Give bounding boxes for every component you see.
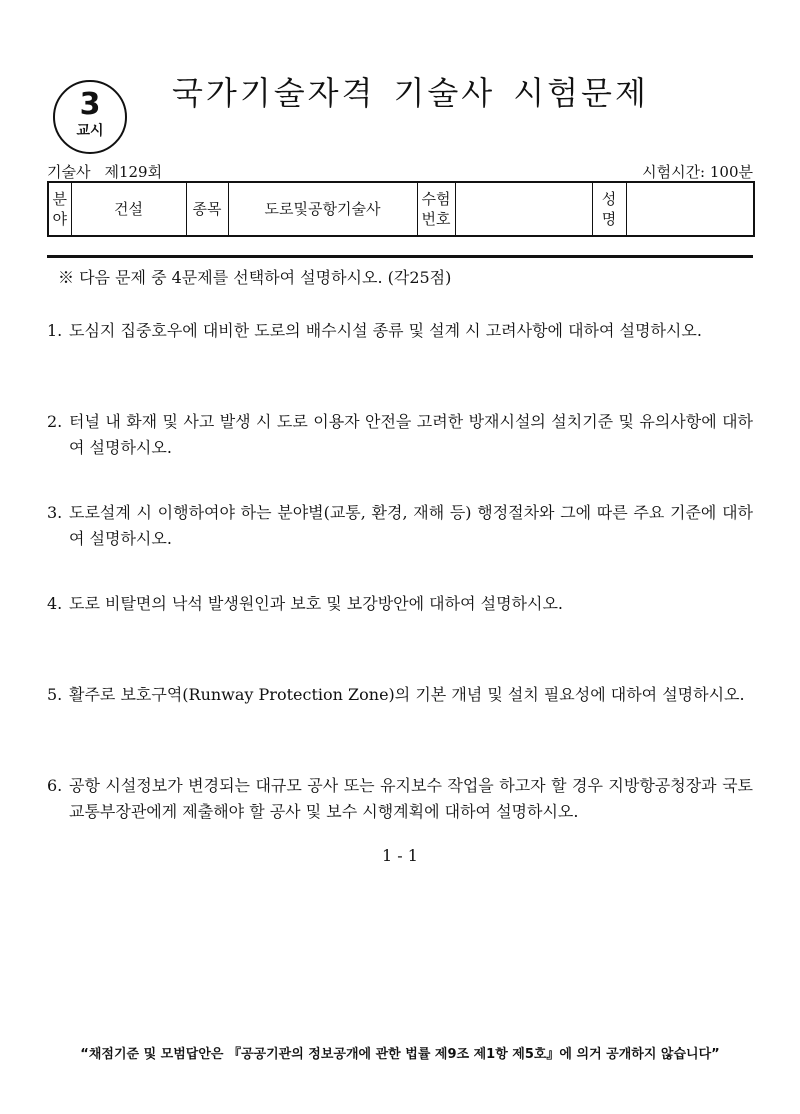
- question-item: [47, 500, 753, 553]
- session-number: 3: [79, 87, 101, 122]
- question-number: 4.: [47, 594, 63, 613]
- exam-round: 제129회: [104, 163, 163, 181]
- exam-title: [172, 68, 649, 114]
- exam-no-label-line1: 수험: [421, 190, 451, 208]
- exam-title-part1: 국가기술자격: [172, 74, 376, 112]
- item-label-cell: 종목: [186, 182, 228, 236]
- exam-meta-row: [47, 161, 753, 181]
- field-value-cell: 건설: [71, 182, 186, 236]
- question-item: [47, 409, 753, 462]
- name-label-line2: 명: [601, 210, 617, 228]
- item-value-cell: 도로및공항기술사: [228, 182, 417, 236]
- question-text: 활주로 보호구역(Runway Protection Zone)의 기본 개념 및 설치 필요성에 대하여 설명하시오.: [69, 685, 745, 704]
- question-number: 2.: [47, 412, 63, 431]
- exam-no-label-line2: 번호: [421, 210, 451, 228]
- question-list: [47, 318, 753, 826]
- question-item: [47, 773, 753, 826]
- name-value-cell: [626, 182, 754, 236]
- exam-meta-left: [47, 161, 162, 182]
- question-number: 6.: [47, 776, 63, 795]
- exam-time: 시험시간: 100분: [642, 163, 753, 181]
- exam-no-label-cell: [417, 182, 455, 236]
- exam-title-part3: 시험문제: [513, 74, 649, 112]
- exam-info-table: [47, 181, 755, 237]
- session-label: 교시: [76, 123, 104, 139]
- question-item: [47, 318, 753, 371]
- question-text: 터널 내 화재 및 사고 발생 시 도로 이용자 안전을 고려한 방재시설의 설치기준 및 유의사항에 대하여 설명하시오.: [69, 412, 753, 457]
- field-label-cell: [48, 182, 71, 236]
- exam-no-value-cell: [455, 182, 592, 236]
- name-label-cell: [592, 182, 626, 236]
- footer-note: “채점기준 및 모범답안은 『공공기관의 정보공개에 관한 법률 제9조 제1항 제5호』에 의거 공개하지 않습니다”: [80, 1047, 720, 1062]
- exam-title-part2: 기술사: [393, 74, 496, 112]
- question-number: 1.: [47, 321, 63, 340]
- header-divider: [47, 255, 753, 258]
- page-number: 1 - 1: [382, 846, 418, 865]
- question-text: 도로설계 시 이행하여야 하는 분야별(교통, 환경, 재해 등) 행정절차와 그에 따른 주요 기준에 대하여 설명하시오.: [69, 503, 753, 548]
- field-label-line2: 야: [52, 210, 67, 228]
- name-label-line1: 성: [601, 190, 617, 208]
- field-label-line1: 분: [52, 190, 67, 208]
- session-badge: [53, 80, 127, 154]
- question-item: [47, 591, 753, 644]
- question-text: 공항 시설정보가 변경되는 대규모 공사 또는 유지보수 작업을 하고자 할 경우 지방항공청장과 국토교통부장관에게 제출해야 할 공사 및 보수 시행계획에 대하여 설명하시오.: [69, 776, 753, 821]
- question-text: 도심지 집중호우에 대비한 도로의 배수시설 종류 및 설계 시 고려사항에 대하여 설명하시오.: [69, 321, 702, 340]
- instruction-text: ※ 다음 문제 중 4문제를 선택하여 설명하시오. (각25점): [58, 268, 452, 287]
- question-text: 도로 비탈면의 낙석 발생원인과 보호 및 보강방안에 대하여 설명하시오.: [69, 594, 563, 613]
- question-item: [47, 682, 753, 735]
- question-number: 3.: [47, 503, 63, 522]
- question-number: 5.: [47, 685, 63, 704]
- exam-category: 기술사: [47, 163, 91, 181]
